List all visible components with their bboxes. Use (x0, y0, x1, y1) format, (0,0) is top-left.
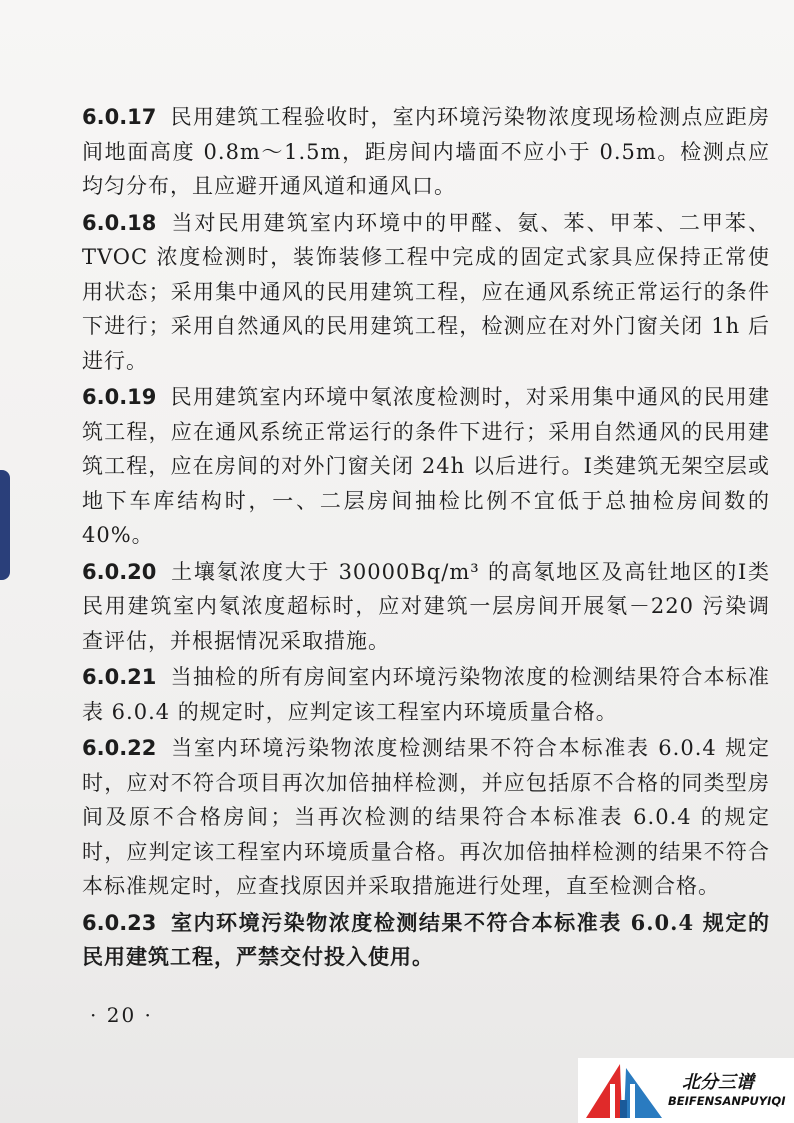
clause-text: 室内环境污染物浓度检测结果不符合本标准表 6.0.4 规定的民用建筑工程，严禁交付投入使用。 (82, 909, 770, 969)
clause-text: 民用建筑室内环境中氡浓度检测时，对采用集中通风的民用建筑工程，应在通风系统正常运行的条件下进行；采用自然通风的民用建筑工程，应在房间的对外门窗关闭 24h 以后进行。Ⅰ类建筑无架空层或地下车库结构时，一、二层房间抽检比例不宜低于总抽检房间数的 40%。 (82, 385, 770, 547)
clause-text: 当室内环境污染物浓度检测结果不符合本标准表 6.0.4 规定时，应对不符合项目再次加倍抽样检测，并应包括原不合格的同类型房间及原不合格房间；当再次检测的结果符合本标准表 6.0.4 的规定时，应判定该工程室内环境质量合格。再次加倍抽样检测的结果不符合本标准规定时，应查找原因并采取措施进行处理，直至检测合格。 (82, 736, 770, 898)
brand-logo (578, 1058, 794, 1123)
clause-number: 6.0.18 (82, 210, 157, 235)
clause-number: 6.0.21 (82, 665, 157, 689)
clause-number: 6.0.19 (82, 385, 157, 409)
clause-6-0-20 (82, 555, 770, 659)
clause-6-0-22 (82, 731, 770, 904)
clause-6-0-19 (82, 380, 770, 553)
clause-text: 民用建筑工程验收时，室内环境污染物浓度现场检测点应距房间地面高度 0.8m～1.5m，距房间内墙面不应小于 0.5m。检测点应均匀分布，且应避开通风道和通风口。 (82, 105, 770, 198)
clause-number: 6.0.17 (82, 105, 157, 129)
clause-text: 土壤氡浓度大于 30000Bq/m³ 的高氡地区及高钍地区的Ⅰ类民用建筑室内氡浓度超标时，应对建筑一层房间开展氡－220 污染调查评估，并根据情况采取措施。 (82, 559, 770, 653)
logo-name-cn: 北分三谱 (682, 1072, 754, 1093)
clause-6-0-17 (82, 100, 770, 204)
clause-6-0-23 (82, 906, 770, 975)
binding-tab (0, 470, 10, 580)
clause-number: 6.0.23 (82, 910, 157, 935)
logo-mark-icon (584, 1062, 664, 1120)
clause-text: 当抽检的所有房间室内环境污染物浓度的检测结果符合本标准表 6.0.4 的规定时，应判定该工程室内环境质量合格。 (82, 665, 770, 724)
clause-6-0-21 (82, 660, 770, 729)
page-number: · 20 · (90, 1003, 153, 1027)
text-body (82, 100, 770, 977)
clause-number: 6.0.22 (82, 736, 157, 760)
logo-name-en: BEIFENSANPUYIQI (668, 1094, 786, 1108)
clause-number: 6.0.20 (82, 559, 157, 584)
clause-6-0-18 (82, 206, 770, 379)
clause-text: 当对民用建筑室内环境中的甲醛、氨、苯、甲苯、二甲苯、TVOC 浓度检测时，装饰装修工程中完成的固定式家具应保持正常使用状态；采用集中通风的民用建筑工程，应在通风系统正常运行的条件下进行；采用自然通风的民用建筑工程，检测应在对外门窗关闭 1h 后进行。 (82, 210, 770, 373)
